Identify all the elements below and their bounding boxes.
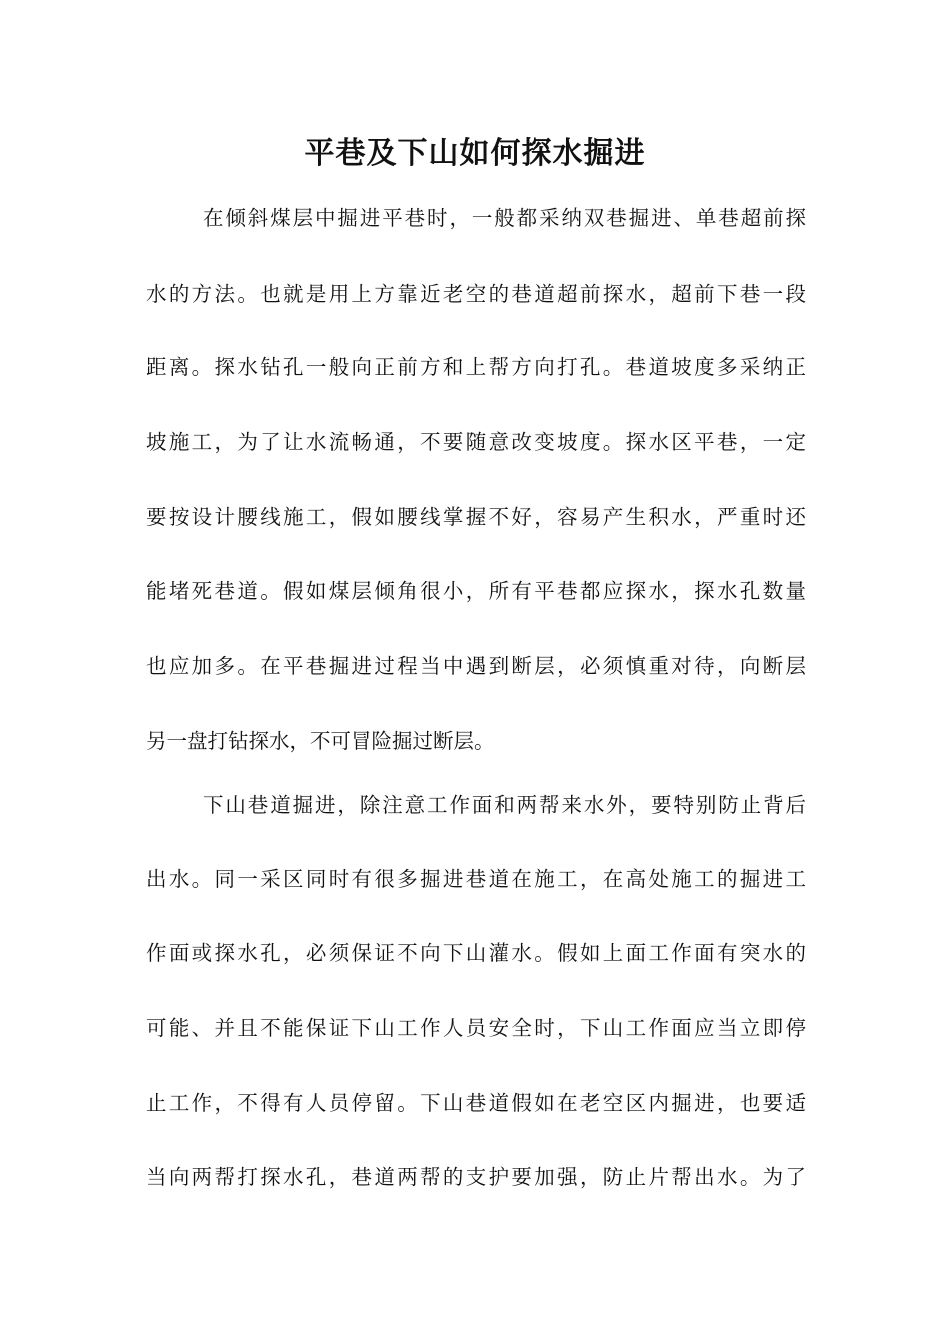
paragraph-1-line-8: 另一盘打钻探水，不可冒险掘过断层。 (146, 729, 495, 753)
paragraph-2-line-4: 可能、并且不能保证下山工作人员安全时，下山工作面应当立即停 (146, 1016, 806, 1040)
paragraph-2-line-5: 止工作，不得有人员停留。下山巷道假如在老空区内掘进，也要适 (146, 1091, 806, 1115)
paragraph-2-line-3: 作面或探水孔，必须保证不向下山灌水。假如上面工作面有突水的 (146, 941, 806, 965)
paragraph-1-line-7: 也应加多。在平巷掘进过程当中遇到断层，必须慎重对待，向断层 (146, 654, 806, 678)
paragraph-1-line-6: 能堵死巷道。假如煤层倾角很小，所有平巷都应探水，探水孔数量 (146, 579, 806, 603)
paragraph-2-line-6: 当向两帮打探水孔，巷道两帮的支护要加强，防止片帮出水。为了 (146, 1165, 806, 1189)
paragraph-2-line-2: 出水。同一采区同时有很多掘进巷道在施工，在高处施工的掘进工 (146, 867, 806, 891)
paragraph-1-line-1: 在倾斜煤层中掘进平巷时，一般都采纳双巷掘进、单巷超前探 (203, 206, 806, 230)
paragraph-1-line-2: 水的方法。也就是用上方靠近老空的巷道超前探水，超前下巷一段 (146, 282, 806, 306)
page-title: 平巷及下山如何探水掘进 (304, 136, 646, 171)
paragraph-1-line-5: 要按设计腰线施工，假如腰线掌握不好，容易产生积水，严重时还 (146, 505, 806, 529)
paragraph-1-line-4: 坡施工，为了让水流畅通，不要随意改变坡度。探水区平巷，一定 (146, 430, 806, 454)
paragraph-2-line-1: 下山巷道掘进，除注意工作面和两帮来水外，要特别防止背后 (203, 793, 806, 817)
paragraph-1-line-3: 距离。探水钻孔一般向正前方和上帮方向打孔。巷道坡度多采纳正 (146, 355, 806, 379)
